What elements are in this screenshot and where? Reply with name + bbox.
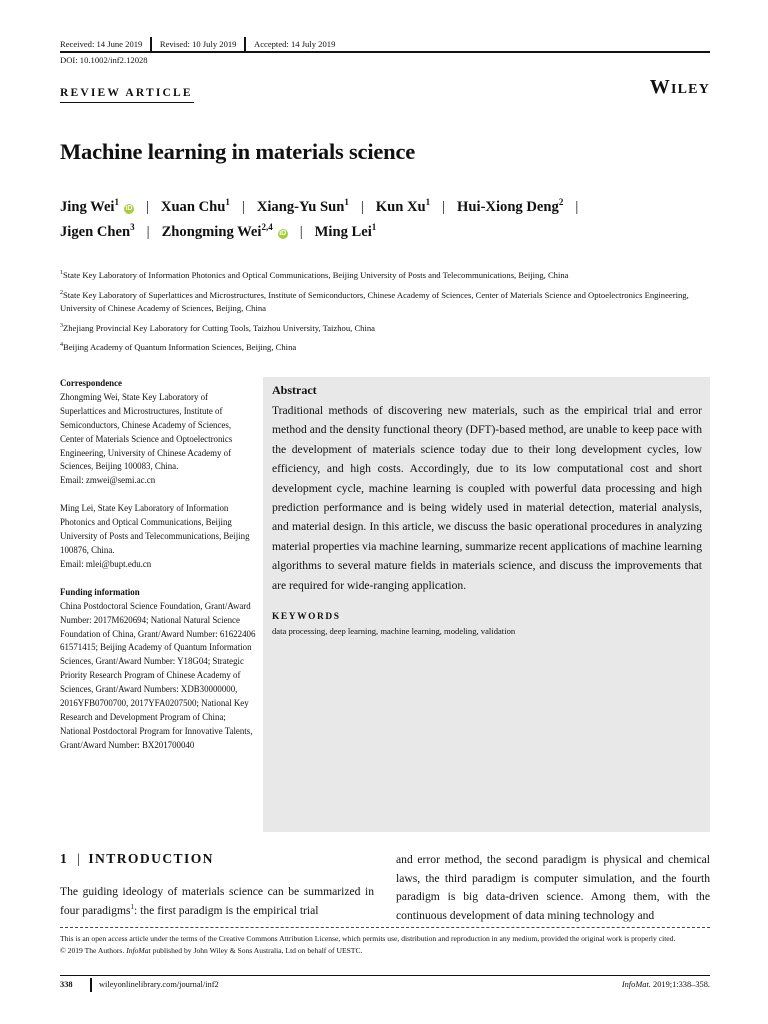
affiliation: $^2$State Key Laboratory of Superlattices and Microstructures, Institute of Semiconductors, Chinese Academy of Sciences, Center of Materials Science and Optoelectronics Engineering, University of Chinese Academy of Sciences, Beijing, China — [60, 289, 689, 314]
author[interactable]: Hui-Xiong Deng$^2$ — [457, 197, 564, 215]
article-dates — [60, 37, 335, 51]
sidebar-info — [60, 377, 256, 753]
publisher-logo: Wiley — [649, 76, 710, 98]
article-title: Machine learning in materials science — [60, 139, 416, 164]
author[interactable]: Xiang-Yu Sun$^1$ — [256, 197, 349, 215]
affiliation: $^3$Zhejiang Provincial Key Laboratory for Cutting Tools, Taizhou University, Taizhou, China — [60, 322, 375, 333]
author[interactable]: Ming Lei$^1$ — [314, 222, 377, 240]
funding-heading: Funding information — [60, 586, 140, 597]
page-number: 338 — [60, 980, 73, 989]
revised-date: Revised: 10 July 2019 — [159, 39, 237, 49]
doi[interactable]: DOI: 10.1002/inf2.12028 — [60, 55, 148, 65]
received-date: Received: 14 June 2019 — [60, 39, 143, 49]
date-separator — [150, 37, 152, 51]
accepted-date: Accepted: 14 July 2019 — [253, 39, 336, 49]
orcid-icon[interactable]: iD — [125, 205, 133, 212]
intro-text-left: The guiding ideology of materials science can be summarized in four paradigms$^1$: the first paradigm is the empirical trial — [60, 885, 374, 917]
correspondence-email[interactable]: Email: zmwei@semi.ac.cn — [60, 475, 156, 486]
journal-citation: InfoMat. 2019;1:338–358. — [621, 980, 710, 989]
abstract-box — [263, 377, 710, 832]
header-rule — [60, 51, 710, 53]
abstract-text: Traditional methods of discovering new materials, such as the empirical trial and error method and the density functional theory (DFT)-based method, are unable to keep pace with the development of materials science today due to their long development cycles, low efficiency, and high costs. Accordingly, due to its low computational cost and short development cycle, machine learning is coupled with powerful data processing and high prediction performance and is being widely used in material detection, material analysis, and material design. In this article, we discuss the basic operational procedures in analyzing material properties via machine learning, summarize recent applications of machine learning algorithms to several mature fields in materials science, and discuss the improvements that are required for wide-ranging application. — [272, 404, 702, 592]
affiliation: $^1$State Key Laboratory of Information Photonics and Optical Communications, Beijing University of Posts and Telecommunications, Beijing, China — [60, 270, 569, 280]
footer-separator — [90, 978, 92, 992]
author[interactable]: Jigen Chen$^3$ — [60, 222, 135, 240]
keywords-text: data processing, deep learning, machine learning, modeling, validation — [272, 626, 516, 637]
license-text: This is an open access article under the terms of the Creative Commons Attribution License, which permits use, distribution and reproduction in any medium, provided the original work is properly cited. — [60, 934, 676, 943]
section-heading: 1 | INTRODUCTION — [60, 851, 214, 866]
affiliations — [60, 269, 715, 361]
orcid-icon[interactable]: iD — [279, 230, 287, 237]
correspondence-heading: Correspondence — [60, 378, 122, 388]
keywords-heading: KEYWORDS — [272, 612, 341, 623]
correspondence-email[interactable]: Email: mlei@bupt.edu.cn — [60, 558, 152, 569]
journal-link[interactable]: wileyonlinelibrary.com/journal/inf2 — [99, 980, 219, 989]
funding-text: China Postdoctoral Science Foundation, Grant/Award Number: 2017M620694; National Natural Science Foundation of China, Grant/Award Number: 61622406 61571415; Beijing Academy of Quantum Information Sciences, Grant/Award Number: Y18G04; Strategic Priority Research Program of Chinese Academy of Sciences, Grant/Award Numbers: XDB30000000, 2016YFB0700700, 2017YFA0207500; National Key Research and Development Program of China; National Postdoctoral Program for Innovative Talents, Grant/Award Number: BX201700040 — [60, 600, 256, 750]
author[interactable]: Kun Xu$^1$ — [375, 197, 431, 215]
license-divider — [60, 927, 710, 928]
article-type: REVIEW ARTICLE — [60, 87, 193, 99]
correspondence-entry: Ming Lei, State Key Laboratory of Information Photonics and Optical Communications, Beijing University of Posts and Telecommunications, Beijing 100876, China. — [60, 503, 250, 555]
copyright-text: © 2019 The Authors. InfoMat published by John Wiley & Sons Australia, Ltd on behalf of UESTC. — [60, 945, 363, 955]
date-separator — [244, 37, 246, 51]
article-type-underline — [60, 102, 194, 103]
license-notice — [60, 933, 710, 956]
footer-rule — [60, 975, 710, 976]
affiliation: $^4$Beijing Academy of Quantum Information Sciences, Beijing, China — [60, 342, 297, 353]
abstract-heading: Abstract — [272, 383, 317, 397]
author-list: Jing Wei$^1$iD | Xuan Chu$^1$ | Xiang-Yu Sun$^1$ | Kun Xu$^1$ | Hui-Xiong Deng$^2$ | Jigen Chen$^3$ | Zhongming Wei$^{2,4}$iD | Ming Lei$^1$ — [60, 197, 579, 240]
author[interactable]: Xuan Chu$^1$ — [160, 197, 230, 215]
intro-text-right: and error method, the second paradigm is physical and chemical laws, the third paradigm is computer simulation, and the fourth paradigm is big data-driven science. Among them, with the continuous development of data mining technology and — [396, 853, 710, 922]
author[interactable]: Zhongming Wei$^{2,4}$iD — [161, 222, 287, 240]
author[interactable]: Jing Wei$^1$iD — [60, 197, 133, 215]
correspondence-entry: Zhongming Wei, State Key Laboratory of Superlattices and Microstructures, Institute of Semiconductors, Chinese Academy of Sciences, Center of Materials Science and Optoelectronics Engineering, University of Chinese Academy of Sciences, Beijing 100083, China. — [60, 391, 233, 472]
